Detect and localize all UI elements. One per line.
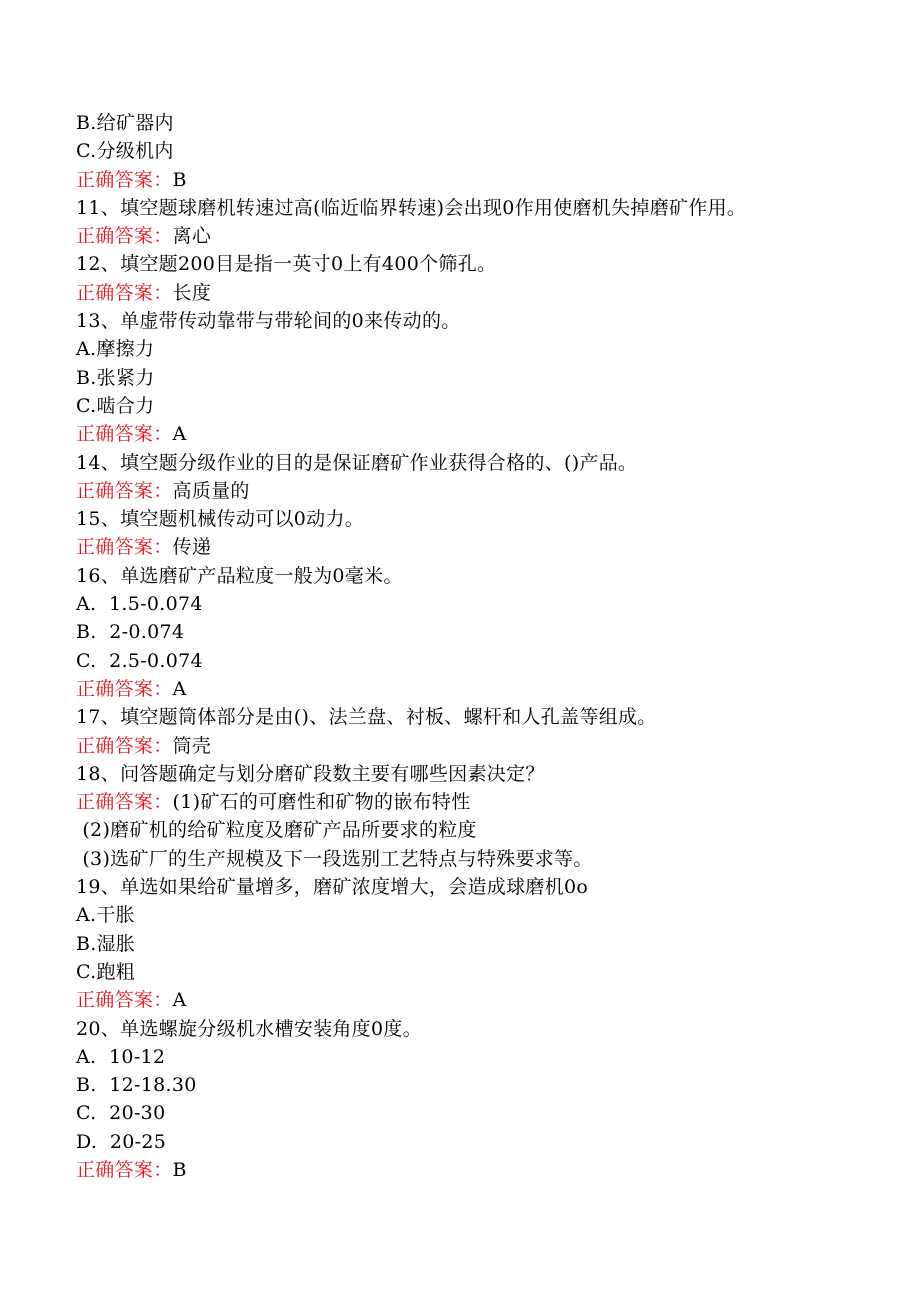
text-line: 12、填空题200目是指一英寸0上有400个筛孔。 xyxy=(76,253,497,276)
document-body xyxy=(76,109,896,1184)
answer-value: B xyxy=(172,1158,187,1181)
answer-value: 离心 xyxy=(172,225,212,248)
answer-line xyxy=(76,732,896,760)
answer-label: 正确答案： xyxy=(76,225,173,248)
text-line: C. 2.5-0.074 xyxy=(76,649,203,672)
text-line: (3)选矿厂的生产规模及下一段选别工艺特点与特殊要求等。 xyxy=(76,847,593,870)
text-line: 13、单虚带传动靠带与带轮间的0来传动的。 xyxy=(76,310,461,333)
answer-line xyxy=(76,222,896,250)
text-line: 14、填空题分级作业的目的是保证磨矿作业获得合格的、()产品。 xyxy=(76,451,638,474)
text-line: 15、填空题机械传动可以0动力。 xyxy=(76,508,365,531)
text-line: C.分级机内 xyxy=(76,140,174,163)
text-line: 19、单选如果给矿量增多，磨矿浓度增大，会造成球磨机0o xyxy=(76,876,589,899)
answer-line xyxy=(76,166,896,194)
answer-value: 长度 xyxy=(172,281,212,304)
answer-line xyxy=(76,279,896,307)
answer-value: A xyxy=(172,423,187,446)
answer-value: A xyxy=(172,989,187,1012)
answer-value: B xyxy=(172,168,187,191)
answer-line xyxy=(76,1156,896,1184)
text-line: C. 20-30 xyxy=(76,1102,166,1125)
text-line: 16、单选磨矿产品粒度一般为0毫米。 xyxy=(76,564,403,587)
answer-line xyxy=(76,986,896,1014)
text-line: B. 2-0.074 xyxy=(76,621,185,644)
answer-line xyxy=(76,533,896,561)
answer-label: 正确答案： xyxy=(76,677,173,700)
answer-value: 筒壳 xyxy=(172,734,212,757)
text-line: B.给矿器内 xyxy=(76,112,174,134)
answer-label: 正确答案： xyxy=(76,1158,173,1181)
text-line: C.跑粗 xyxy=(76,960,136,983)
answer-label: 正确答案： xyxy=(76,168,173,191)
answer-label: 正确答案： xyxy=(76,989,173,1012)
answer-label: 正确答案： xyxy=(76,791,173,814)
text-line: 17、填空题筒体部分是由()、法兰盘、衬板、螺杆和人孔盖等组成。 xyxy=(76,706,657,729)
answer-label: 正确答案： xyxy=(76,423,173,446)
answer-value: A xyxy=(172,677,187,700)
answer-label: 正确答案： xyxy=(76,536,173,559)
text-line: A. 1.5-0.074 xyxy=(76,593,203,616)
text-line: C.啮合力 xyxy=(76,394,155,417)
text-line: B. 12-18.30 xyxy=(76,1074,197,1097)
answer-label: 正确答案： xyxy=(76,479,173,502)
answer-label: 正确答案： xyxy=(76,734,173,757)
answer-line xyxy=(76,477,896,505)
text-line: 18、问答题确定与划分磨矿段数主要有哪些因素决定？ xyxy=(76,762,545,785)
text-line: (2)磨矿机的给矿粒度及磨矿产品所要求的粒度 xyxy=(76,819,477,842)
answer-label: 正确答案： xyxy=(76,281,173,304)
answer-value: 高质量的 xyxy=(172,479,250,502)
answer-value: (1)矿石的可磨性和矿物的嵌布特性 xyxy=(172,791,471,814)
answer-line xyxy=(76,675,896,703)
text-line: 11、填空题球磨机转速过高(临近临界转速)会出现0作用使磨机失掉磨矿作用。 xyxy=(76,196,747,219)
answer-line xyxy=(76,788,896,816)
text-line: D. 20-25 xyxy=(76,1130,167,1153)
answer-line xyxy=(76,420,896,448)
text-line: B.张紧力 xyxy=(76,366,155,389)
text-line: A. 10-12 xyxy=(76,1045,166,1068)
text-line: A.干胀 xyxy=(76,904,135,927)
text-line: 20、单选螺旋分级机水槽安装角度0度。 xyxy=(76,1017,422,1040)
answer-value: 传递 xyxy=(172,536,212,559)
text-line: B.湿胀 xyxy=(76,932,136,955)
text-line: A.摩擦力 xyxy=(76,338,155,361)
